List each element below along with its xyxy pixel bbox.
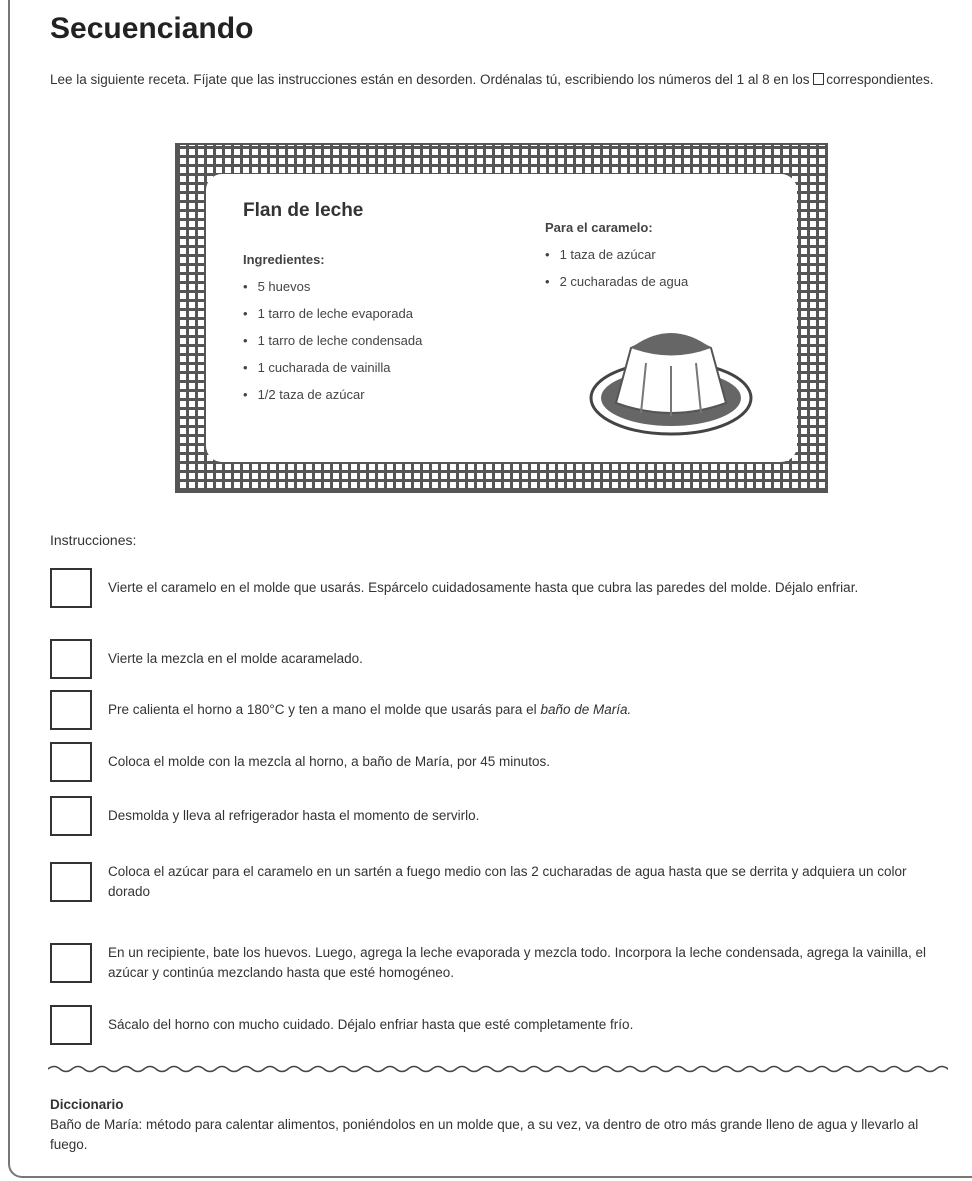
instruction-text: Vierte la mezcla en el molde acaramelado. <box>108 651 363 666</box>
page-title: Secuenciando <box>50 12 254 45</box>
instruction-row <box>50 943 950 983</box>
dictionary-text: Baño de María: método para calentar alimentos, poniéndolos en un molde que, a su vez, va dentro de otro más grande lleno de agua y llevarlo al fuego. <box>50 1117 919 1152</box>
order-checkbox[interactable] <box>50 1005 92 1045</box>
instruction-text: Desmolda y lleva al refrigerador hasta el momento de servirlo. <box>108 808 480 823</box>
ingredient: • 1 tarro de leche evaporada <box>243 306 422 321</box>
dictionary-heading: Diccionario <box>50 1097 124 1112</box>
instructions-label: Instrucciones: <box>50 532 137 548</box>
order-checkbox[interactable] <box>50 568 92 608</box>
dictionary <box>50 1095 950 1155</box>
ingredient: • 5 huevos <box>243 279 422 294</box>
wavy-divider <box>48 1062 948 1076</box>
recipe-card <box>175 143 828 493</box>
ingredients-list <box>243 252 422 414</box>
order-checkbox[interactable] <box>50 742 92 782</box>
order-checkbox[interactable] <box>50 690 92 730</box>
square-icon <box>813 73 824 85</box>
caramel-heading: Para el caramelo: <box>545 220 653 235</box>
instruction-part: Pre calienta el horno a 180°C y ten a mano el molde que usarás para el <box>108 702 537 717</box>
instruction-row <box>50 862 950 902</box>
ingredient: • 1 cucharada de vainilla <box>243 360 422 375</box>
intro-part: Lee la siguiente receta. Fíjate que las instrucciones están en desorden. Ordénalas tú, escribiendo los números del 1 al 8 en los <box>50 72 810 87</box>
caramel-list <box>545 220 688 301</box>
order-checkbox[interactable] <box>50 639 92 679</box>
intro-text <box>50 70 950 89</box>
instruction-row <box>50 690 950 730</box>
ingredient: • 1 tarro de leche condensada <box>243 333 422 348</box>
instruction-text: Coloca el molde con la mezcla al horno, a baño de María, por 45 minutos. <box>108 754 550 769</box>
flan-illustration <box>586 318 756 438</box>
instruction-row <box>50 568 950 608</box>
instruction-text <box>108 700 631 720</box>
ingredients-heading: Ingredientes: <box>243 252 325 267</box>
instruction-row <box>50 796 950 836</box>
ingredient: • 2 cucharadas de agua <box>545 274 688 289</box>
order-checkbox[interactable] <box>50 796 92 836</box>
instruction-text: Coloca el azúcar para el caramelo en un sartén a fuego medio con las 2 cucharadas de agua hasta que se derrita y adquiera un color dorado <box>108 864 907 899</box>
ingredient: • 1 taza de azúcar <box>545 247 688 262</box>
instruction-text: Vierte el caramelo en el molde que usarás. Espárcelo cuidadosamente hasta que cubra las paredes del molde. Déjalo enfriar. <box>108 580 859 595</box>
instruction-text: Sácalo del horno con mucho cuidado. Déjalo enfriar hasta que esté completamente frío. <box>108 1017 634 1032</box>
order-checkbox[interactable] <box>50 862 92 902</box>
instruction-row <box>50 742 950 782</box>
intro-part: correspondientes. <box>826 72 934 87</box>
instruction-italic: baño de María. <box>540 702 632 717</box>
instruction-text: En un recipiente, bate los huevos. Luego, agrega la leche evaporada y mezcla todo. Incorpora la leche condensada, agrega la vainilla, el azúcar y continúa mezclando hasta que esté homogéneo. <box>108 945 927 980</box>
recipe-title: Flan de leche <box>243 200 364 221</box>
instruction-row <box>50 639 950 679</box>
order-checkbox[interactable] <box>50 943 92 983</box>
recipe-card-inner <box>210 178 793 458</box>
ingredient: • 1/2 taza de azúcar <box>243 387 422 402</box>
instruction-row <box>50 1005 950 1045</box>
